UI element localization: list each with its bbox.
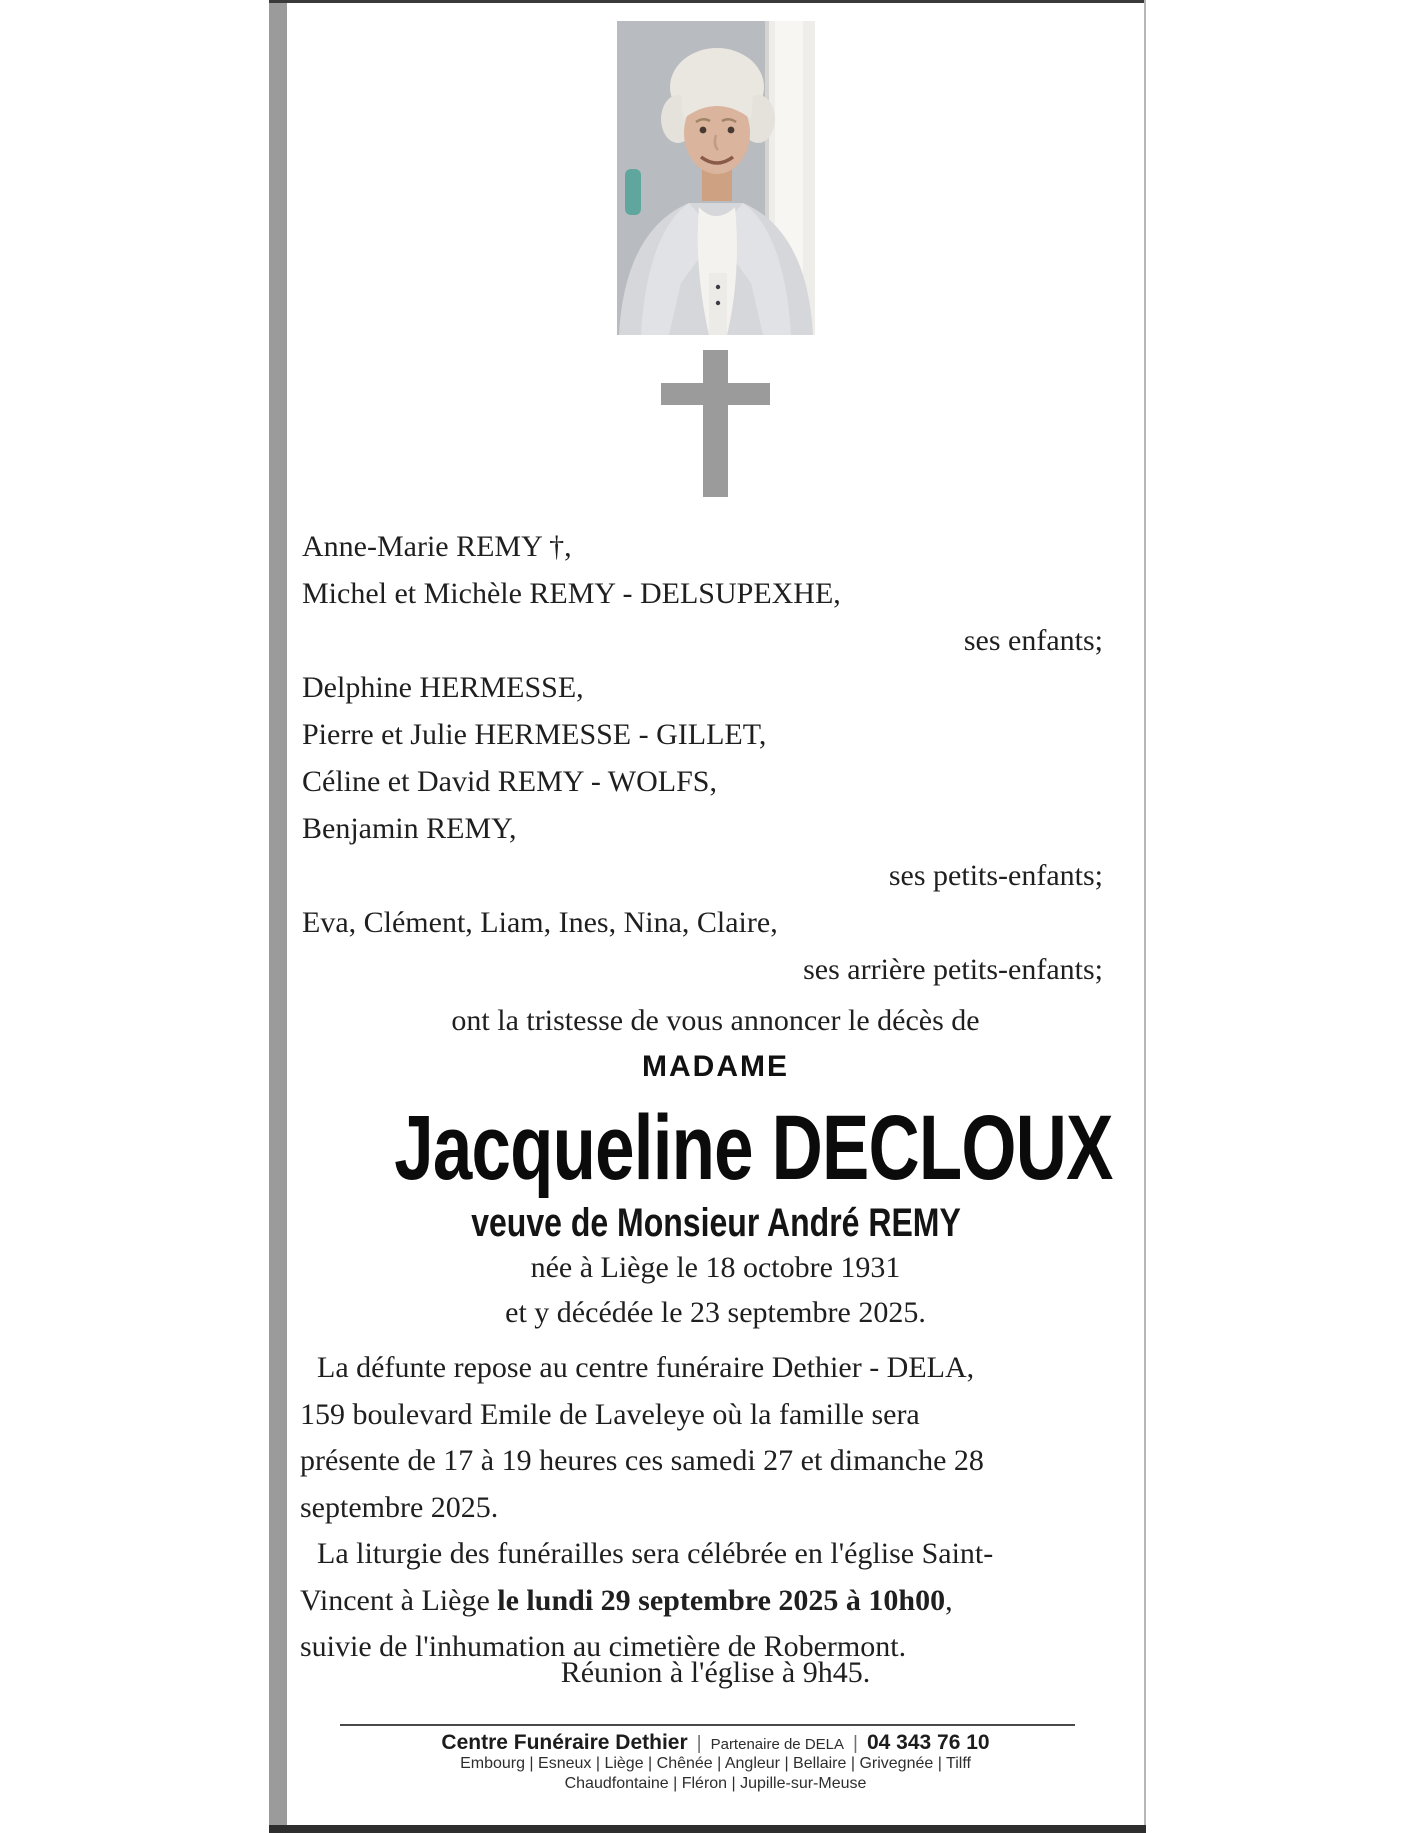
cross-horizontal-bar	[661, 383, 770, 405]
announcement-sentence: ont la tristesse de vous annoncer le décès de	[451, 1004, 980, 1037]
portrait-photo	[617, 21, 815, 335]
latin-cross-icon	[661, 350, 770, 497]
portrait-photo-illustration	[617, 21, 815, 335]
funeral-home-name: Centre Funéraire Dethier	[441, 1731, 688, 1754]
repose-line: 159 boulevard Emile de Laveleye où la famille sera	[300, 1397, 920, 1431]
footer-divider-line	[340, 1724, 1075, 1726]
liturgy-line	[300, 1531, 1110, 1578]
text-segment: La liturgie des funérailles sera célébrée en l'église Saint-	[317, 1537, 994, 1570]
repose-line: présente de 17 à 19 heures ces samedi 27 et dimanche 28	[300, 1444, 984, 1477]
family-line: Eva, Clément, Liam, Ines, Nina, Claire,	[302, 906, 778, 939]
deceased-name	[287, 1094, 1144, 1202]
announcement-card	[269, 0, 1146, 1833]
card-bottom-border	[269, 1825, 1146, 1833]
text-segment: suivie de l'inhumation au cimetière de Robermont.	[300, 1630, 907, 1663]
text-segment: Vincent à Liège	[300, 1583, 498, 1617]
family-names-list	[302, 523, 1103, 993]
family-line: Pierre et Julie HERMESSE - GILLET,	[302, 718, 767, 751]
cross-row	[287, 350, 1144, 497]
footer-locations-line2: Chaudfontaine | Fléron | Jupille-sur-Meuse	[564, 1775, 867, 1792]
birth-line: née à Liège le 18 octobre 1931	[530, 1251, 901, 1284]
funeral-home-line	[287, 1732, 1144, 1756]
meeting-line: Réunion à l'église à 9h45.	[560, 1656, 871, 1689]
family-line: ses arrière petits-enfants;	[803, 953, 1103, 986]
family-line: ses petits-enfants;	[888, 859, 1103, 892]
family-line: Michel et Michèle REMY - DELSUPEXHE,	[302, 577, 841, 610]
funeral-home-partner: Partenaire de DELA	[710, 1736, 845, 1753]
funeral-home-phone: 04 343 76 10	[866, 1731, 990, 1754]
family-line: Benjamin REMY,	[302, 812, 517, 845]
death-line: et y décédée le 23 septembre 2025.	[505, 1296, 926, 1329]
deceased-name-text: Jacqueline DECLOUX	[394, 1097, 1113, 1199]
card-right-border	[1144, 0, 1146, 1833]
card-top-border	[269, 0, 1146, 3]
card-left-bar	[269, 0, 287, 1833]
repose-line: La défunte repose au centre funéraire Dethier - DELA,	[317, 1351, 975, 1384]
footer-locations-line1: Embourg | Esneux | Liège | Chênée | Angleur | Bellaire | Grivegnée | Tilff	[460, 1755, 971, 1772]
repose-line: septembre 2025.	[300, 1490, 499, 1524]
cross-vertical-bar	[703, 350, 728, 497]
text-segment: ,	[945, 1583, 953, 1617]
deceased-title: MADAME	[642, 1050, 789, 1083]
highlighted-date-text: le lundi 29 septembre 2025 à 10h00	[497, 1583, 946, 1617]
deceased-relation-text: veuve de Monsieur André REMY	[470, 1201, 961, 1245]
family-line: Anne-Marie REMY †,	[302, 530, 572, 563]
family-line: Céline et David REMY - WOLFS,	[302, 765, 717, 798]
family-line: ses enfants;	[963, 624, 1103, 657]
deceased-relation	[287, 1200, 1144, 1246]
footer-separator: |	[853, 1733, 858, 1754]
family-line: Delphine HERMESSE,	[302, 671, 584, 704]
repose-paragraph	[300, 1345, 1110, 1531]
liturgy-line	[300, 1578, 1110, 1625]
footer-separator: |	[696, 1733, 702, 1754]
